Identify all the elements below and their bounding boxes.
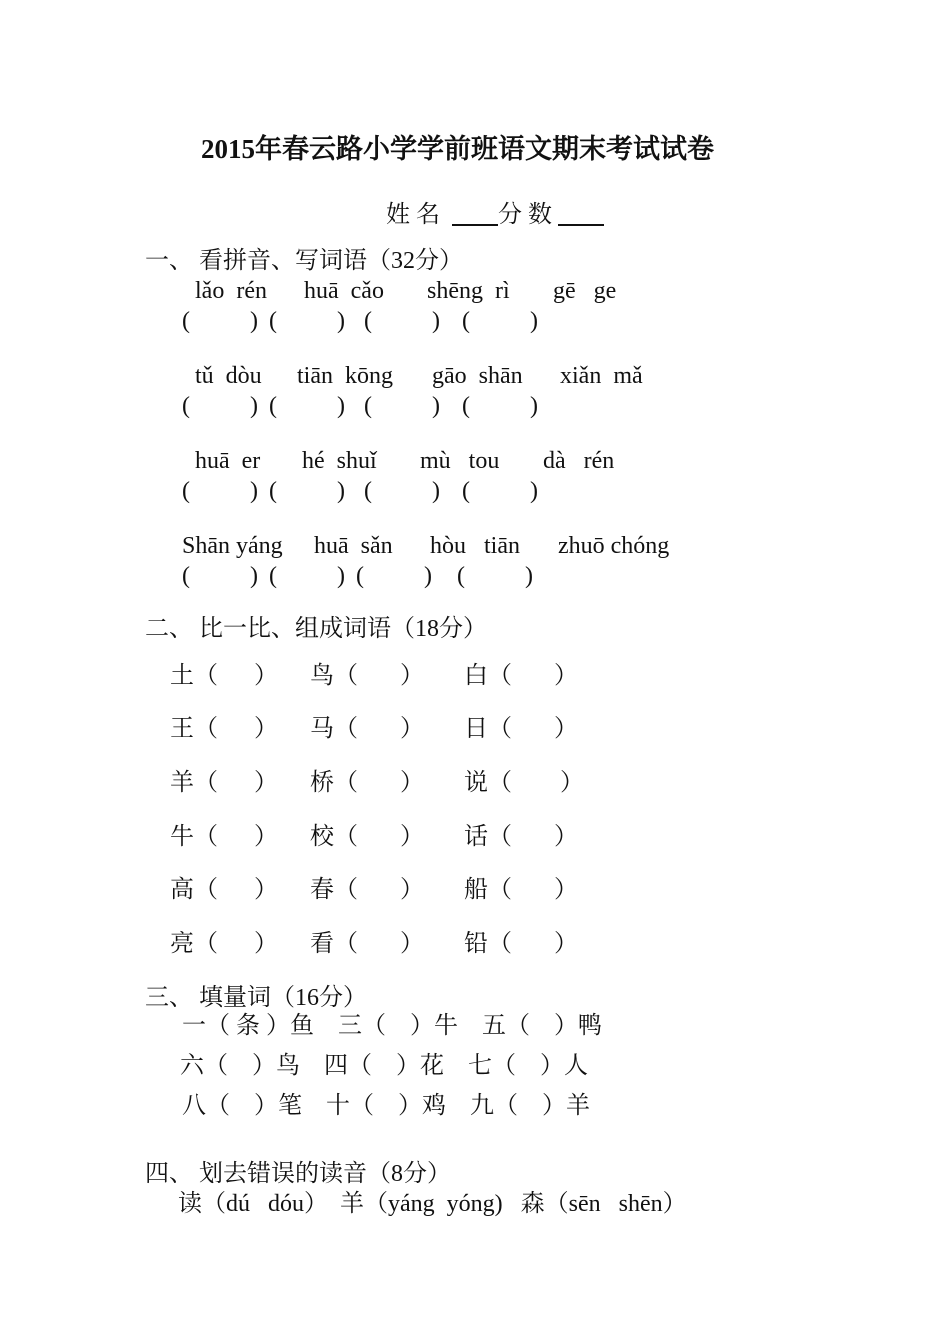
answer-paren[interactable]: ( ) [462, 478, 538, 504]
pinyin-cell: hé shuǐ [302, 448, 377, 474]
compare-item[interactable]: 马（ ） [310, 716, 424, 742]
pinyin-cell: mù tou [420, 448, 500, 474]
section2-heading: 二、 比一比、组成词语（18分） [145, 616, 487, 642]
score-label: 分 数 [498, 202, 552, 228]
pinyin-cell: tǔ dòu [195, 363, 262, 389]
pinyin-cell: huā sǎn [314, 533, 393, 559]
score-blank[interactable] [558, 204, 604, 226]
measure-word-row[interactable]: 六（ ）鸟 四（ ）花 七（ ）人 [180, 1053, 588, 1079]
name-label: 姓 名 [386, 202, 440, 228]
compare-item[interactable]: 春（ ） [310, 877, 424, 903]
compare-item[interactable]: 说（ ） [464, 770, 584, 796]
compare-item[interactable]: 船（ ） [464, 877, 578, 903]
answer-paren[interactable]: ( ) [364, 478, 440, 504]
compare-item[interactable]: 话（ ） [464, 824, 578, 850]
compare-item[interactable]: 高（ ） [170, 877, 278, 903]
pinyin-cell: hòu tiān [430, 533, 520, 559]
answer-paren[interactable]: ( ) [462, 308, 538, 334]
section1-heading: 一、 看拼音、写词语（32分） [145, 248, 463, 274]
pinyin-cell: shēng rì [427, 278, 510, 304]
answer-paren[interactable]: ( ) [269, 563, 345, 589]
answer-paren[interactable]: ( ) [462, 393, 538, 419]
compare-item[interactable]: 铅（ ） [464, 931, 578, 957]
compare-item[interactable]: 牛（ ） [170, 824, 278, 850]
compare-item[interactable]: 羊（ ） [170, 770, 278, 796]
answer-paren[interactable]: ( ) [457, 563, 533, 589]
pinyin-cell: gē ge [553, 278, 617, 304]
pinyin-cell: huā cǎo [304, 278, 384, 304]
compare-item[interactable]: 日（ ） [464, 716, 578, 742]
pinyin-cell: lǎo rén [195, 278, 267, 304]
answer-paren[interactable]: ( ) [182, 393, 258, 419]
pinyin-cell: Shān yáng [182, 533, 283, 559]
answer-paren[interactable]: ( ) [269, 478, 345, 504]
compare-item[interactable]: 鸟（ ） [310, 663, 424, 689]
answer-paren[interactable]: ( ) [364, 393, 440, 419]
compare-item[interactable]: 桥（ ） [310, 770, 424, 796]
pinyin-cell: huā er [195, 448, 261, 474]
pinyin-cell: gāo shān [432, 363, 523, 389]
answer-paren[interactable]: ( ) [182, 563, 258, 589]
pinyin-cell: xiǎn mǎ [560, 363, 643, 389]
answer-paren[interactable]: ( ) [269, 393, 345, 419]
section3-heading: 三、 填量词（16分） [145, 985, 367, 1011]
answer-paren[interactable]: ( ) [364, 308, 440, 334]
pinyin-cell: zhuō chóng [558, 533, 670, 559]
pinyin-cell: tiān kōng [297, 363, 393, 389]
measure-word-row[interactable]: 一（ 条 ）鱼 三（ ）牛 五（ ）鸭 [182, 1013, 602, 1039]
compare-item[interactable]: 王（ ） [170, 716, 278, 742]
name-blank[interactable] [452, 204, 498, 226]
pronunciation-line[interactable]: 读（dú dóu） 羊（yáng yóng) 森（sēn shēn） [178, 1191, 687, 1217]
page-title: 2015年春云路小学学前班语文期末考试试卷 [201, 134, 714, 164]
compare-item[interactable]: 土（ ） [170, 663, 278, 689]
compare-item[interactable]: 亮（ ） [170, 931, 278, 957]
pinyin-cell: dà rén [543, 448, 615, 474]
compare-item[interactable]: 看（ ） [310, 931, 424, 957]
answer-paren[interactable]: ( ) [269, 308, 345, 334]
answer-paren[interactable]: ( ) [182, 478, 258, 504]
compare-item[interactable]: 白（ ） [464, 663, 578, 689]
section4-heading: 四、 划去错误的读音（8分） [145, 1161, 451, 1187]
measure-word-row[interactable]: 八（ ）笔 十（ ）鸡 九（ ）羊 [182, 1093, 590, 1119]
answer-paren[interactable]: ( ) [356, 563, 432, 589]
name-score-line [386, 203, 604, 227]
compare-item[interactable]: 校（ ） [310, 824, 424, 850]
answer-paren[interactable]: ( ) [182, 308, 258, 334]
